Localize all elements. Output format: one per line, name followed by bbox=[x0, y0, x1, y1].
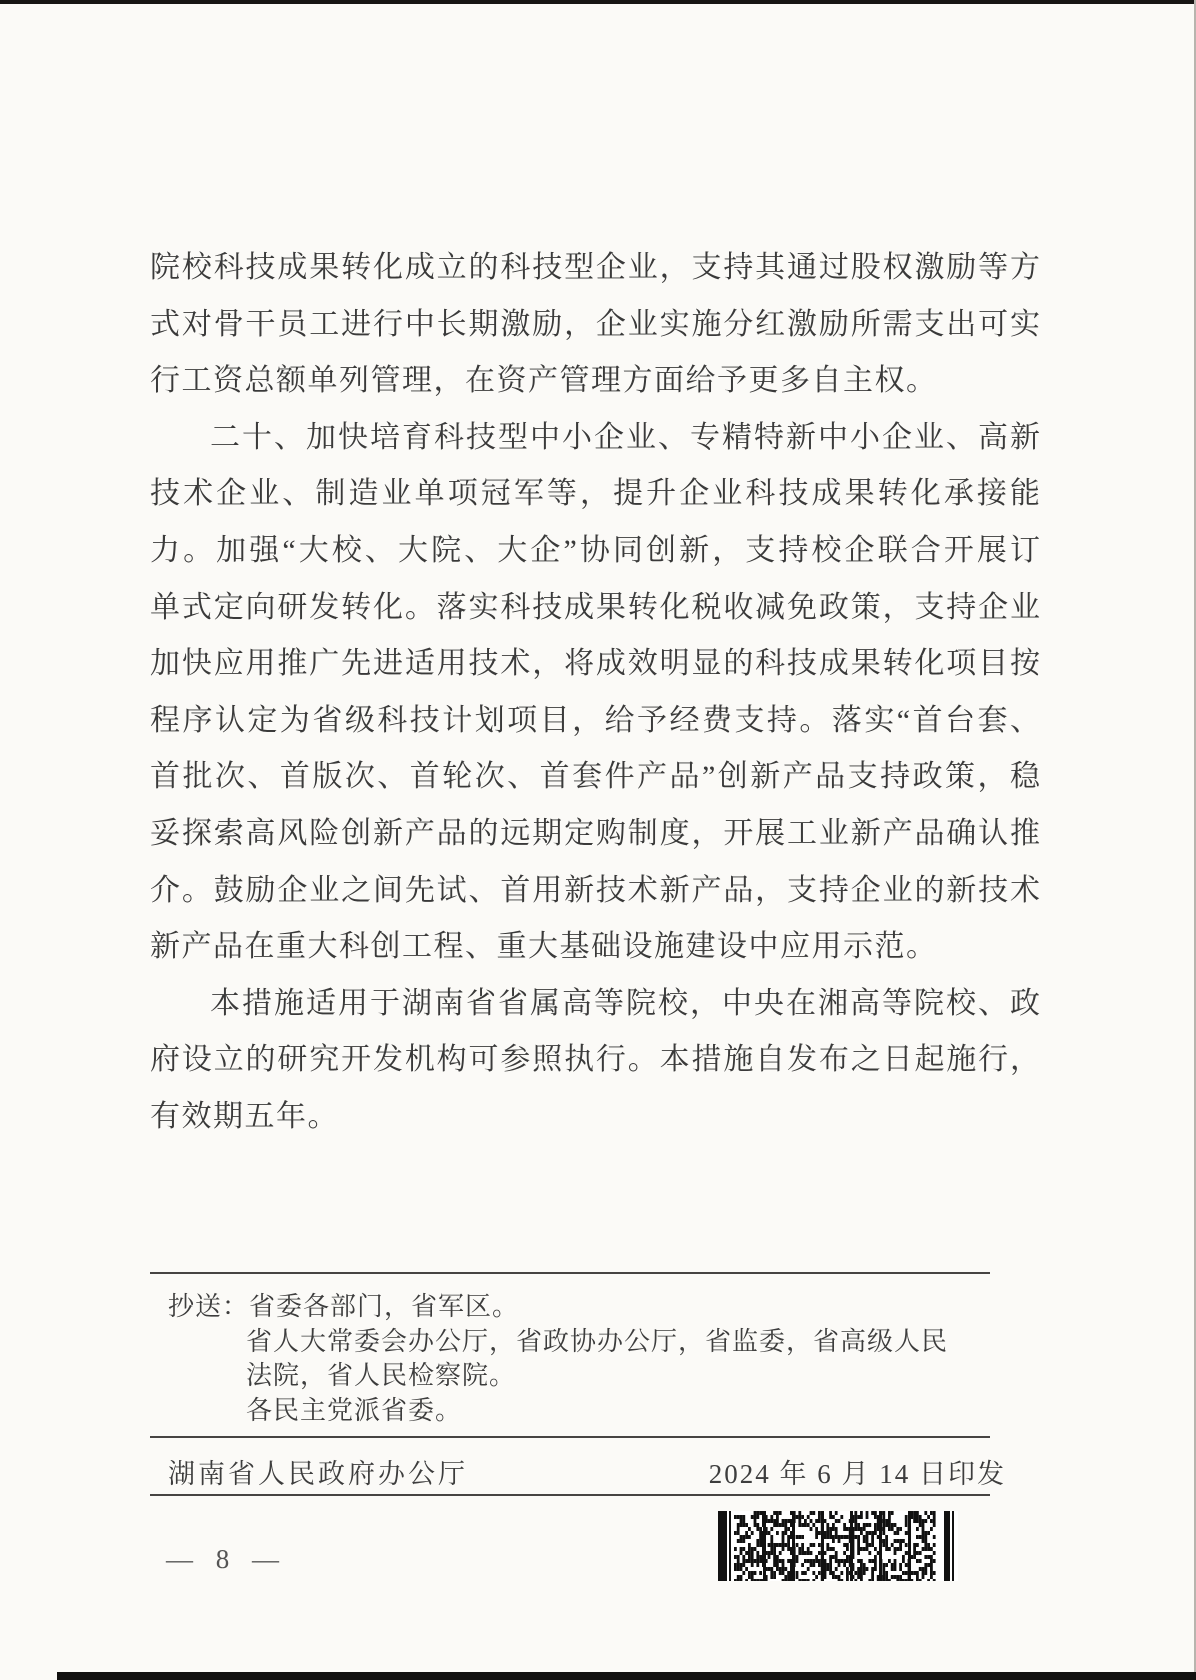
body-line: 二十、加快培育科技型中小企业、专精特新中小企业、高新 bbox=[210, 420, 1040, 454]
copy-to-line bbox=[168, 1290, 998, 1325]
copy-to-line: 省人大常委会办公厅，省政协办公厅，省监委，省高级人民 bbox=[246, 1326, 949, 1356]
body-line: 技术企业、制造业单项冠军等，提升企业科技成果转化承接能 bbox=[150, 477, 1040, 511]
copy-to-line: 法院，省人民检察院。 bbox=[246, 1361, 517, 1390]
document-body bbox=[150, 240, 1040, 1146]
barcode bbox=[718, 1511, 958, 1581]
issuer-row bbox=[168, 1452, 1006, 1491]
issuer-name: 湖南省人民政府办公厅 bbox=[168, 1459, 468, 1489]
body-line: 府设立的研究开发机构可参照执行。本措施自发布之日起施行， bbox=[150, 1043, 1040, 1077]
body-line: 妥探索高风险创新产品的远期定购制度，开展工业新产品确认推 bbox=[150, 816, 1040, 850]
body-line: 程序认定为省级科技计划项目，给予经费支持。落实“首台套、 bbox=[150, 703, 1040, 737]
body-line: 式对骨干员工进行中长期激励，企业实施分红激励所需支出可实 bbox=[150, 307, 1040, 341]
body-line: 首批次、首版次、首轮次、首套件产品”创新产品支持政策，稳 bbox=[150, 760, 1040, 794]
copy-to-block bbox=[168, 1290, 998, 1428]
copy-to-label: 抄送： bbox=[168, 1292, 250, 1321]
body-line: 加快应用推广先进适用技术，将成效明显的科技成果转化项目按 bbox=[150, 647, 1040, 681]
body-line: 有效期五年。 bbox=[150, 1099, 339, 1133]
body-line: 新产品在重大科创工程、重大基础设施建设中应用示范。 bbox=[150, 930, 938, 964]
body-line: 本措施适用于湖南省省属高等院校，中央在湘高等院校、政 bbox=[210, 986, 1040, 1020]
copy-to-text: 省委各部门，省军区。 bbox=[249, 1292, 520, 1321]
body-line: 介。鼓励企业之间先试、首用新技术新产品，支持企业的新技术 bbox=[150, 873, 1040, 907]
body-line: 力。加强“大校、大院、大企”协同创新，支持校企联合开展订 bbox=[150, 533, 1040, 567]
scan-edge-top bbox=[0, 0, 1196, 4]
footer-divider-bottom bbox=[150, 1494, 990, 1496]
footer-divider-top bbox=[150, 1272, 990, 1274]
footer-divider-middle bbox=[150, 1436, 990, 1438]
body-line: 行工资总额单列管理，在资产管理方面给予更多自主权。 bbox=[150, 364, 938, 398]
scan-edge-bottom bbox=[57, 1672, 1196, 1680]
page-number: — 8 — bbox=[166, 1544, 287, 1574]
body-line: 单式定向研发转化。落实科技成果转化税收减免政策，支持企业 bbox=[150, 590, 1040, 624]
copy-to-line: 各民主党派省委。 bbox=[246, 1395, 463, 1425]
print-date: 2024 年 6 月 14 日印发 bbox=[708, 1459, 1006, 1489]
body-line: 院校科技成果转化成立的科技型企业，支持其通过股权激励等方 bbox=[150, 251, 1040, 284]
